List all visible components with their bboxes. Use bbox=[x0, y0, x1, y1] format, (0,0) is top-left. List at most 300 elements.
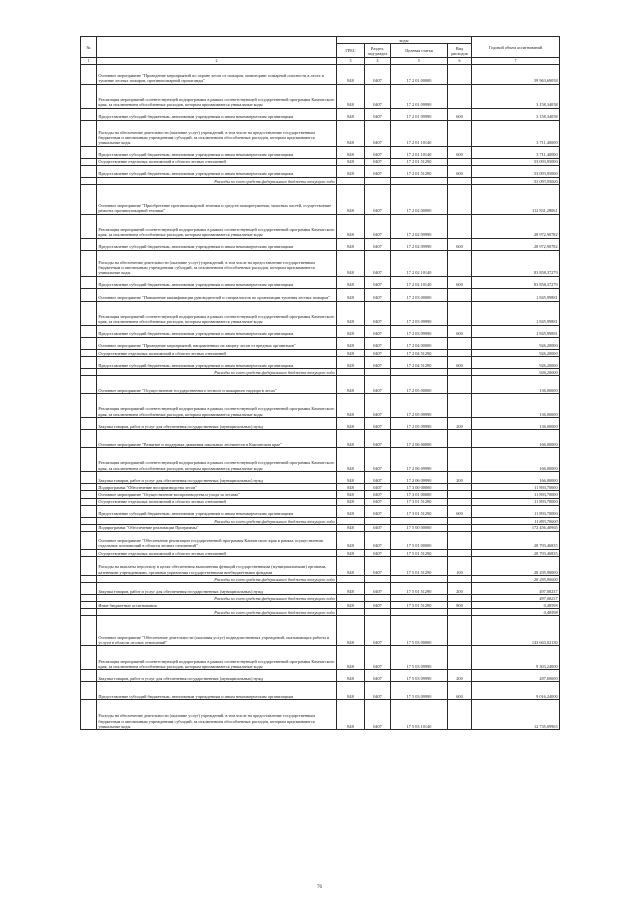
row-number-cell bbox=[81, 338, 97, 350]
row-sum-cell: 112 831,28061 bbox=[472, 185, 560, 215]
row-sum-cell: 926,20000 bbox=[472, 350, 560, 357]
row-name-cell: Осуществление отдельных полномочий в области лесных отношений bbox=[97, 350, 337, 357]
row-grbs-cell: 848 bbox=[337, 498, 365, 505]
row-sum-cell: 3 711,40000 bbox=[472, 146, 560, 158]
row-vr-cell bbox=[448, 376, 472, 394]
column-numbers-row bbox=[81, 58, 560, 65]
row-csr-cell: 17 5 01 51290 bbox=[391, 602, 448, 609]
table-row bbox=[81, 616, 560, 646]
table-row bbox=[81, 484, 560, 491]
col-header-razdel: Раздел, под-раздел bbox=[365, 44, 391, 58]
row-sum-cell: 172 456,40965 bbox=[472, 524, 560, 531]
row-grbs-cell: 848 bbox=[337, 146, 365, 158]
row-vr-cell: 600 bbox=[448, 682, 472, 700]
table-row bbox=[81, 448, 560, 472]
row-name-cell: Осуществление отдельных полномочий в области лесных отношений bbox=[97, 158, 337, 165]
budget-table bbox=[80, 36, 560, 730]
row-number-cell bbox=[81, 583, 97, 595]
row-number-cell bbox=[81, 302, 97, 326]
row-csr-cell: 17 5 01 51290 bbox=[391, 583, 448, 595]
row-sum-cell: 83 858,37279 bbox=[472, 277, 560, 289]
row-vr-cell: 600 bbox=[448, 505, 472, 517]
table-row bbox=[81, 185, 560, 215]
row-vr-cell bbox=[448, 498, 472, 505]
row-csr-cell: 17 2 02 10140 bbox=[391, 251, 448, 277]
row-grbs-cell: 848 bbox=[337, 472, 365, 484]
row-number-cell bbox=[81, 682, 97, 700]
row-number-cell bbox=[81, 178, 97, 185]
row-razdel-cell: 0407 bbox=[365, 239, 391, 251]
row-csr-cell: 17 3 01 00000 bbox=[391, 491, 448, 498]
row-grbs-cell: 848 bbox=[337, 185, 365, 215]
federal-budget-row bbox=[81, 576, 560, 583]
federal-budget-row bbox=[81, 517, 560, 524]
row-sum-cell: 59 963,69058 bbox=[472, 64, 560, 84]
row-vr-cell bbox=[448, 484, 472, 491]
row-csr-cell: 17 5 01 00000 bbox=[391, 532, 448, 550]
row-grbs-cell: 848 bbox=[337, 166, 365, 178]
row-csr-cell: 17 5 03 00000 bbox=[391, 616, 448, 646]
row-razdel-cell: 0407 bbox=[365, 158, 391, 165]
table-row bbox=[81, 166, 560, 178]
row-code-cell bbox=[448, 595, 472, 602]
row-vr-cell: 200 bbox=[448, 670, 472, 682]
row-sum-cell: 497,08237 bbox=[472, 595, 560, 602]
table-row bbox=[81, 602, 560, 609]
row-name-cell: Подпрограмма "Обеспечение реализации Программы" bbox=[97, 524, 337, 531]
row-sum-cell: 28 972,90782 bbox=[472, 215, 560, 239]
row-csr-cell: 17 5 01 51290 bbox=[391, 550, 448, 557]
row-code-cell bbox=[448, 576, 472, 583]
row-razdel-cell: 0407 bbox=[365, 646, 391, 670]
row-name-cell: Закупка товаров, работ и услуг для обеспечения государственных (муниципальных) нужд bbox=[97, 670, 337, 682]
row-vr-cell bbox=[448, 84, 472, 108]
row-razdel-cell: 0407 bbox=[365, 350, 391, 357]
row-sum-cell: 497,08237 bbox=[472, 583, 560, 595]
row-name-cell: Реализация мероприятий соответствующей подпрограммы в рамках соответствующей государственной программы Камчатского края, за исключением обособленных расходов, которым присваиваются уникальные коды bbox=[97, 646, 337, 670]
row-sum-cell: 1 845,99881 bbox=[472, 326, 560, 338]
row-csr-cell: 17 2 01 51290 bbox=[391, 158, 448, 165]
row-code-cell bbox=[365, 595, 391, 602]
row-razdel-cell: 0407 bbox=[365, 524, 391, 531]
row-code-cell bbox=[391, 369, 448, 376]
colnum-3: 3 bbox=[337, 58, 365, 65]
table-row bbox=[81, 583, 560, 595]
row-razdel-cell: 0407 bbox=[365, 472, 391, 484]
row-sum-cell: 83 858,37279 bbox=[472, 251, 560, 277]
row-vr-cell: 600 bbox=[448, 357, 472, 369]
row-grbs-cell: 848 bbox=[337, 616, 365, 646]
row-sum-cell: 166,00000 bbox=[472, 472, 560, 484]
table-row bbox=[81, 64, 560, 84]
row-grbs-cell: 848 bbox=[337, 430, 365, 448]
row-csr-cell: 17 2 02 10140 bbox=[391, 277, 448, 289]
row-csr-cell: 17 5 01 51290 bbox=[391, 557, 448, 576]
row-vr-cell bbox=[448, 524, 472, 531]
row-csr-cell: 17 3 01 51290 bbox=[391, 498, 448, 505]
row-vr-cell bbox=[448, 646, 472, 670]
row-razdel-cell: 0407 bbox=[365, 338, 391, 350]
row-code-cell bbox=[448, 178, 472, 185]
row-razdel-cell: 0407 bbox=[365, 146, 391, 158]
row-number-cell bbox=[81, 166, 97, 178]
federal-budget-row bbox=[81, 369, 560, 376]
row-code-cell bbox=[337, 178, 365, 185]
row-number-cell bbox=[81, 498, 97, 505]
row-vr-cell bbox=[448, 430, 472, 448]
row-csr-cell: 17 5 03 09990 bbox=[391, 682, 448, 700]
row-vr-cell bbox=[448, 350, 472, 357]
row-vr-cell bbox=[448, 394, 472, 418]
table-row bbox=[81, 277, 560, 289]
row-sum-cell: 28 793,46835 bbox=[472, 550, 560, 557]
row-number-cell bbox=[81, 576, 97, 583]
row-grbs-cell: 848 bbox=[337, 239, 365, 251]
row-csr-cell: 17 2 05 09990 bbox=[391, 418, 448, 430]
row-razdel-cell: 0407 bbox=[365, 448, 391, 472]
row-number-cell bbox=[81, 430, 97, 448]
row-grbs-cell: 848 bbox=[337, 583, 365, 595]
row-csr-cell: 17 5 03 09990 bbox=[391, 670, 448, 682]
row-code-cell bbox=[365, 369, 391, 376]
row-name-cell: Предоставление субсидий бюджетным, автономным учреждениям и иным некоммерческим организациям bbox=[97, 108, 337, 120]
row-vr-cell bbox=[448, 491, 472, 498]
row-grbs-cell: 848 bbox=[337, 108, 365, 120]
row-sum-cell: 11 893,70000 bbox=[472, 498, 560, 505]
row-number-cell bbox=[81, 550, 97, 557]
row-grbs-cell: 848 bbox=[337, 557, 365, 576]
colnum-5: 5 bbox=[391, 58, 448, 65]
table-row bbox=[81, 472, 560, 484]
row-vr-cell: 600 bbox=[448, 277, 472, 289]
row-vr-cell bbox=[448, 700, 472, 730]
table-row bbox=[81, 302, 560, 326]
table-row bbox=[81, 251, 560, 277]
row-csr-cell: 17 2 02 00000 bbox=[391, 185, 448, 215]
row-csr-cell: 17 2 03 09990 bbox=[391, 302, 448, 326]
row-grbs-cell: 848 bbox=[337, 158, 365, 165]
row-razdel-cell: 0407 bbox=[365, 616, 391, 646]
row-name-cell: Основное мероприятие "Повышение квалификации руководителей и специалистов по организации тушения лесных пожаров" bbox=[97, 289, 337, 302]
row-sum-cell: 53 093,95000 bbox=[472, 166, 560, 178]
row-razdel-cell: 0407 bbox=[365, 277, 391, 289]
budget-table-body bbox=[81, 64, 560, 730]
row-csr-cell: 17 2 01 09990 bbox=[391, 84, 448, 108]
row-razdel-cell: 0407 bbox=[365, 84, 391, 108]
row-vr-cell bbox=[448, 616, 472, 646]
row-vr-cell bbox=[448, 215, 472, 239]
row-csr-cell: 17 2 04 00000 bbox=[391, 338, 448, 350]
table-row bbox=[81, 498, 560, 505]
row-number-cell bbox=[81, 616, 97, 646]
row-sum-cell: 926,20000 bbox=[472, 357, 560, 369]
row-csr-cell: 17 2 01 00000 bbox=[391, 64, 448, 84]
row-vr-cell: 600 bbox=[448, 108, 472, 120]
row-name-cell: Основное мероприятие "Осуществление воспроизводства и ухода за лесами" bbox=[97, 491, 337, 498]
row-code-cell bbox=[448, 517, 472, 524]
table-row bbox=[81, 524, 560, 531]
table-row bbox=[81, 326, 560, 338]
row-sum-cell: 3 158,34058 bbox=[472, 84, 560, 108]
row-razdel-cell: 0407 bbox=[365, 215, 391, 239]
row-name-cell: Предоставление субсидий бюджетным, автономным учреждениям и иным некоммерческим организациям bbox=[97, 505, 337, 517]
row-csr-cell: 17 2 01 09990 bbox=[391, 108, 448, 120]
colnum-2: 2 bbox=[97, 58, 337, 65]
row-code-cell bbox=[365, 609, 391, 616]
table-row bbox=[81, 505, 560, 517]
row-csr-cell: 17 5 03 09990 bbox=[391, 646, 448, 670]
row-sum-cell: 136,00000 bbox=[472, 418, 560, 430]
row-csr-cell: 17 5 03 10140 bbox=[391, 700, 448, 730]
row-csr-cell: 17 3 01 51290 bbox=[391, 505, 448, 517]
row-name-cell: Реализация мероприятий соответствующей подпрограммы в рамках соответствующей государственной программы Камчатского края, за исключением обособленных расходов, которым присваиваются уникальные коды bbox=[97, 448, 337, 472]
row-name-cell: Основное мероприятие "Обеспечение реализации государственной программы Камчатского края в рамках осуществления отдельных полномочий в области лесных отношений" bbox=[97, 532, 337, 550]
row-sum-cell: 28 295,90000 bbox=[472, 557, 560, 576]
row-grbs-cell: 848 bbox=[337, 350, 365, 357]
row-grbs-cell: 848 bbox=[337, 550, 365, 557]
row-number-cell bbox=[81, 646, 97, 670]
row-vr-cell: 200 bbox=[448, 418, 472, 430]
row-name-cell: Реализация мероприятий соответствующей подпрограммы в рамках соответствующей государственной программы Камчатского края, за исключением обособленных расходов, которым присваиваются уникальные коды bbox=[97, 84, 337, 108]
row-razdel-cell: 0407 bbox=[365, 185, 391, 215]
row-number-cell bbox=[81, 326, 97, 338]
row-razdel-cell: 0407 bbox=[365, 700, 391, 730]
row-number-cell bbox=[81, 532, 97, 550]
row-csr-cell: 17 2 05 00000 bbox=[391, 376, 448, 394]
federal-budget-row bbox=[81, 178, 560, 185]
row-razdel-cell: 0407 bbox=[365, 289, 391, 302]
row-vr-cell bbox=[448, 289, 472, 302]
row-name-cell: Закупка товаров, работ и услуг для обеспечения государственных (муниципальных) нужд bbox=[97, 472, 337, 484]
table-row bbox=[81, 239, 560, 251]
row-name-cell: Предоставление субсидий бюджетным, автономным учреждениям и иным некоммерческим организациям bbox=[97, 357, 337, 369]
table-row bbox=[81, 158, 560, 165]
row-grbs-cell: 848 bbox=[337, 289, 365, 302]
row-vr-cell: 600 bbox=[448, 326, 472, 338]
table-row bbox=[81, 357, 560, 369]
row-code-cell bbox=[337, 609, 365, 616]
federal-budget-row bbox=[81, 609, 560, 616]
row-vr-cell: 200 bbox=[448, 472, 472, 484]
row-csr-cell: 17 2 06 00000 bbox=[391, 430, 448, 448]
row-sum-cell: 3 711,40000 bbox=[472, 120, 560, 146]
col-header-csr: Целевая статья bbox=[391, 44, 448, 58]
row-code-cell bbox=[337, 595, 365, 602]
row-razdel-cell: 0407 bbox=[365, 251, 391, 277]
row-razdel-cell: 0407 bbox=[365, 505, 391, 517]
table-row bbox=[81, 215, 560, 239]
row-razdel-cell: 0407 bbox=[365, 498, 391, 505]
row-vr-cell bbox=[448, 64, 472, 84]
colnum-1: 1 bbox=[81, 58, 97, 65]
row-number-cell bbox=[81, 215, 97, 239]
row-name-cell: Расходы на выплаты персоналу в целях обеспечения выполнения функций государственными (муниципальными) органами, казенными учреждениями, органами управления государственными внебюджетными фондами bbox=[97, 557, 337, 576]
row-name-cell: Реализация мероприятий соответствующей подпрограммы в рамках соответствующей государственной программы Камчатского края, за исключением обособленных расходов, которым присваиваются уникальные коды bbox=[97, 215, 337, 239]
row-code-cell bbox=[391, 595, 448, 602]
table-row bbox=[81, 289, 560, 302]
row-grbs-cell: 848 bbox=[337, 700, 365, 730]
row-number-cell bbox=[81, 64, 97, 84]
colnum-4: 4 bbox=[365, 58, 391, 65]
row-csr-cell: 17 2 01 51290 bbox=[391, 166, 448, 178]
table-row bbox=[81, 338, 560, 350]
col-header-total: Годовой объем ассигнований bbox=[472, 37, 560, 58]
row-razdel-cell: 0407 bbox=[365, 418, 391, 430]
row-name-cell: Основное мероприятие "Приобретение противопожарной техники и средств пожаротушения, запасных частей, осуществление ремонта противопожарной техники" bbox=[97, 185, 337, 215]
row-name-cell: Основное мероприятие "Развитие и поддержка движения школьных лесничеств в Камчатском крае" bbox=[97, 430, 337, 448]
row-csr-cell: 17 5 00 00000 bbox=[391, 524, 448, 531]
row-grbs-cell: 848 bbox=[337, 120, 365, 146]
row-number-cell bbox=[81, 350, 97, 357]
row-vr-cell: 600 bbox=[448, 239, 472, 251]
row-grbs-cell: 848 bbox=[337, 532, 365, 550]
table-row bbox=[81, 532, 560, 550]
row-sum-cell: 136,00000 bbox=[472, 394, 560, 418]
row-code-cell bbox=[391, 576, 448, 583]
row-vr-cell bbox=[448, 550, 472, 557]
table-row bbox=[81, 430, 560, 448]
row-csr-cell: 17 2 03 09990 bbox=[391, 326, 448, 338]
row-razdel-cell: 0407 bbox=[365, 430, 391, 448]
row-grbs-cell: 848 bbox=[337, 326, 365, 338]
row-name-cell: Расходы на обеспечение деятельности (оказание услуг) учреждений, в том числе на предоставление государственным бюджетным и автономным учреждениям субсидий, за исключением обособленных расходов, которым присваиваются уникальные коды bbox=[97, 120, 337, 146]
row-number-cell bbox=[81, 524, 97, 531]
row-number-cell bbox=[81, 369, 97, 376]
table-row bbox=[81, 146, 560, 158]
table-row bbox=[81, 350, 560, 357]
budget-table-sheet bbox=[80, 36, 559, 730]
row-name-cell: Подпрограмма "Обеспечение воспроизводства лесов" bbox=[97, 484, 337, 491]
row-name-cell: Предоставление субсидий бюджетным, автономным учреждениям и иным некоммерческим организациям bbox=[97, 239, 337, 251]
table-row bbox=[81, 682, 560, 700]
row-name-cell: Расходы за счет средств федерального бюджета текущего года bbox=[97, 595, 337, 602]
row-name-cell: Реализация мероприятий соответствующей подпрограммы в рамках соответствующей государственной программы Камчатского края, за исключением обособленных расходов, которым присваиваются уникальные коды bbox=[97, 302, 337, 326]
row-sum-cell: 1 845,99881 bbox=[472, 289, 560, 302]
row-vr-cell bbox=[448, 120, 472, 146]
row-number-cell bbox=[81, 158, 97, 165]
row-csr-cell: 17 2 04 51290 bbox=[391, 357, 448, 369]
row-name-cell: Основное мероприятие "Проведение мероприятий, направленных на защиту лесов от вредных организмов" bbox=[97, 338, 337, 350]
row-sum-cell: 28 793,46835 bbox=[472, 532, 560, 550]
row-number-cell bbox=[81, 700, 97, 730]
row-sum-cell: 11 893,70000 bbox=[472, 505, 560, 517]
row-code-cell bbox=[365, 517, 391, 524]
row-name-cell: Расходы за счет средств федерального бюджета текущего года bbox=[97, 609, 337, 616]
col-header-grbs: ГРБС bbox=[337, 44, 365, 58]
table-row bbox=[81, 108, 560, 120]
row-razdel-cell: 0407 bbox=[365, 602, 391, 609]
row-name-cell: Основное мероприятие "Проведение мероприятий по охране лесов от пожаров, мониторинг пожарной опасности в лесах и тушение лесных пожаров, противопожарной пропаганды" bbox=[97, 64, 337, 84]
row-name-cell: Предоставление субсидий бюджетным, автономным учреждениям и иным некоммерческим организациям bbox=[97, 277, 337, 289]
row-name-cell: Закупка товаров, работ и услуг для обеспечения государственных (муниципальных) нужд bbox=[97, 418, 337, 430]
row-number-cell bbox=[81, 146, 97, 158]
row-number-cell bbox=[81, 376, 97, 394]
colnum-6: 6 bbox=[448, 58, 472, 65]
row-sum-cell: 1 845,99881 bbox=[472, 302, 560, 326]
row-csr-cell: 17 2 06 09990 bbox=[391, 448, 448, 472]
col-header-number: № bbox=[81, 37, 97, 58]
row-code-cell bbox=[337, 576, 365, 583]
row-name-cell: Иные бюджетные ассигнования bbox=[97, 602, 337, 609]
row-vr-cell bbox=[448, 302, 472, 326]
row-number-cell bbox=[81, 472, 97, 484]
table-row bbox=[81, 550, 560, 557]
table-row bbox=[81, 394, 560, 418]
row-code-cell bbox=[365, 576, 391, 583]
row-name-cell: Реализация мероприятий соответствующей подпрограммы в рамках соответствующей государственной программы Камчатского края, за исключением обособленных расходов, которым присваиваются уникальные коды bbox=[97, 394, 337, 418]
row-sum-cell: 11 893,70000 bbox=[472, 517, 560, 524]
row-csr-cell: 17 2 04 51290 bbox=[391, 350, 448, 357]
row-razdel-cell: 0407 bbox=[365, 120, 391, 146]
row-csr-cell: 17 2 01 10140 bbox=[391, 146, 448, 158]
row-code-cell bbox=[448, 369, 472, 376]
row-sum-cell: 166,00000 bbox=[472, 430, 560, 448]
row-sum-cell: 136,00000 bbox=[472, 376, 560, 394]
row-number-cell bbox=[81, 357, 97, 369]
row-grbs-cell: 848 bbox=[337, 682, 365, 700]
row-number-cell bbox=[81, 108, 97, 120]
row-name-cell: Расходы на обеспечение деятельности (оказание услуг) учреждений, в том числе на предоставление государственным бюджетным и автономным учреждениям субсидий, за исключением обособленных расходов, которым присваиваются уникальные коды bbox=[97, 700, 337, 730]
row-sum-cell: 28 972,90782 bbox=[472, 239, 560, 251]
row-grbs-cell: 848 bbox=[337, 602, 365, 609]
row-grbs-cell: 848 bbox=[337, 484, 365, 491]
table-row bbox=[81, 120, 560, 146]
row-number-cell bbox=[81, 251, 97, 277]
row-csr-cell: 17 2 05 09990 bbox=[391, 394, 448, 418]
row-number-cell bbox=[81, 289, 97, 302]
row-code-cell bbox=[391, 609, 448, 616]
row-razdel-cell: 0407 bbox=[365, 394, 391, 418]
row-number-cell bbox=[81, 418, 97, 430]
row-razdel-cell: 0407 bbox=[365, 550, 391, 557]
row-number-cell bbox=[81, 609, 97, 616]
row-sum-cell: 53 093,95000 bbox=[472, 158, 560, 165]
row-grbs-cell: 848 bbox=[337, 357, 365, 369]
row-vr-cell: 800 bbox=[448, 602, 472, 609]
row-razdel-cell: 0407 bbox=[365, 166, 391, 178]
row-number-cell bbox=[81, 185, 97, 215]
federal-budget-row bbox=[81, 595, 560, 602]
row-name-cell: Расходы за счет средств федерального бюджета текущего года bbox=[97, 517, 337, 524]
row-name-cell: Осуществление отдельных полномочий в области лесных отношений bbox=[97, 550, 337, 557]
row-razdel-cell: 0407 bbox=[365, 326, 391, 338]
row-vr-cell: 100 bbox=[448, 557, 472, 576]
row-sum-cell: 9 016,24000 bbox=[472, 682, 560, 700]
row-sum-cell: 11 893,70000 bbox=[472, 491, 560, 498]
row-number-cell bbox=[81, 394, 97, 418]
row-name-cell: Предоставление субсидий бюджетным, автономным учреждениям и иным некоммерческим организациям bbox=[97, 326, 337, 338]
row-number-cell bbox=[81, 557, 97, 576]
table-row bbox=[81, 700, 560, 730]
row-csr-cell: 17 2 02 09990 bbox=[391, 215, 448, 239]
row-grbs-cell: 848 bbox=[337, 64, 365, 84]
row-vr-cell: 600 bbox=[448, 166, 472, 178]
row-name-cell: Расходы за счет средств федерального бюджета текущего года bbox=[97, 576, 337, 583]
row-grbs-cell: 848 bbox=[337, 524, 365, 531]
row-sum-cell: 12 735,09965 bbox=[472, 700, 560, 730]
row-razdel-cell: 0407 bbox=[365, 491, 391, 498]
row-sum-cell: 926,20000 bbox=[472, 369, 560, 376]
row-number-cell bbox=[81, 239, 97, 251]
row-grbs-cell: 848 bbox=[337, 215, 365, 239]
row-vr-cell bbox=[448, 185, 472, 215]
row-razdel-cell: 0407 bbox=[365, 583, 391, 595]
row-grbs-cell: 848 bbox=[337, 251, 365, 277]
row-grbs-cell: 848 bbox=[337, 84, 365, 108]
row-name-cell: Предоставление субсидий бюджетным, автономным учреждениям и иным некоммерческим организациям bbox=[97, 146, 337, 158]
row-csr-cell: 17 2 06 09990 bbox=[391, 472, 448, 484]
row-csr-cell: 17 2 03 00000 bbox=[391, 289, 448, 302]
